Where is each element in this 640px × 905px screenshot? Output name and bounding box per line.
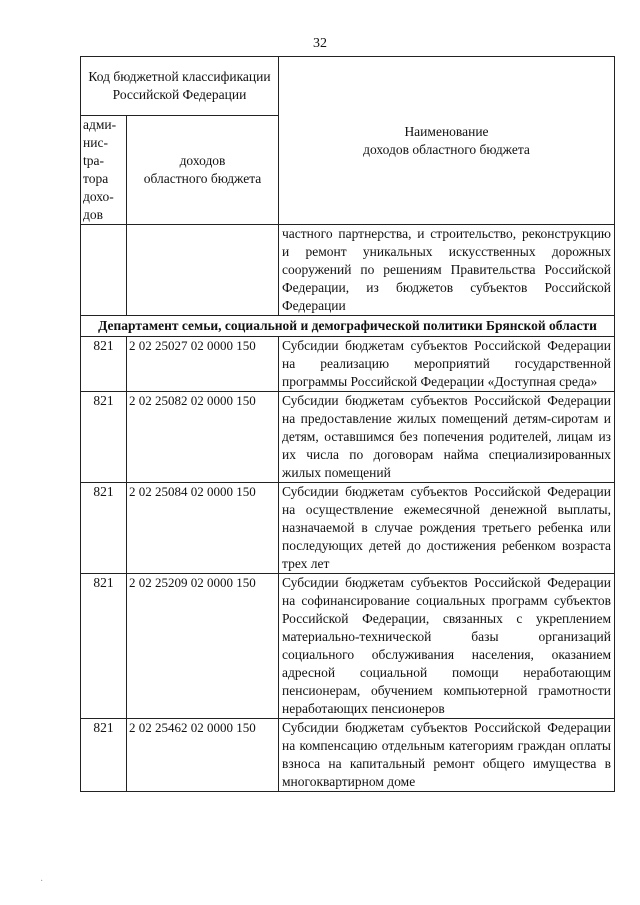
header-income-code-text: доходов областного бюджета — [143, 153, 262, 186]
income-name-cell: Субсидии бюджетам субъектов Российской Федерации на осуществление ежемесячной денежной выплаты, назначаемой в случае рождения третьего ребенка или последующих детей до достижения ребенком возраста трех лет — [279, 483, 615, 574]
income-name-cell: Субсидии бюджетам субъектов Российской Федерации на компенсацию отдельным категориям граждан оплаты взноса на капитальный ремонт общего имущества в многоквартирном доме — [279, 719, 615, 792]
admin-code-cell: 821 — [81, 719, 127, 792]
header-income-name — [279, 57, 615, 225]
budget-classification-table — [80, 56, 615, 792]
table-row — [81, 574, 615, 719]
income-code-cell: 2 02 25462 02 0000 150 — [127, 719, 279, 792]
admin-code-cell: 821 — [81, 337, 127, 392]
income-code-cell: 2 02 25084 02 0000 150 — [127, 483, 279, 574]
table-row — [81, 392, 615, 483]
admin-code-cell: 821 — [81, 574, 127, 719]
header-income-name-text: Наименование доходов областного бюджета — [363, 123, 530, 157]
department-title: Департамент семьи, социальной и демографической политики Брянской области — [81, 316, 615, 337]
income-name-cell: Субсидии бюджетам субъектов Российской Федерации на предоставление жилых помещений детям-сиротам и детям, оставшимся без попечения родителей, лицам из их числа по договорам найма специализированных жилых помещений — [279, 392, 615, 483]
header-income-code — [127, 116, 279, 225]
table-row — [81, 337, 615, 392]
continuation-row — [81, 225, 615, 316]
page-number: 32 — [313, 36, 327, 51]
income-code-cell: 2 02 25027 02 0000 150 — [127, 337, 279, 392]
continuation-admin-cell — [81, 225, 127, 316]
department-row — [81, 316, 615, 337]
admin-code-cell: 821 — [81, 483, 127, 574]
table-row — [81, 483, 615, 574]
income-name-cell: Субсидии бюджетам субъектов Российской Федерации на реализацию мероприятий государственной программы Российской Федерации «Доступная среда» — [279, 337, 615, 392]
table-row — [81, 719, 615, 792]
header-code-group: Код бюджетной классификации Российской Федерации — [81, 57, 279, 116]
income-name-cell: Субсидии бюджетам субъектов Российской Федерации на софинансирование социальных программ субъектов Российской Федерации, связанных с укреплением материально-технической базы организаций социального обслуживания населения, оказанием адресной социальной помощи неработающим пенсионерам, обучением компьютерной грамотности неработающих пенсионеров — [279, 574, 615, 719]
header-admin-code — [81, 116, 127, 225]
header-admin-code-text: адми- нис- tра- тора дохо- дов — [83, 117, 117, 222]
income-code-cell: 2 02 25209 02 0000 150 — [127, 574, 279, 719]
income-code-cell: 2 02 25082 02 0000 150 — [127, 392, 279, 483]
continuation-code-cell — [127, 225, 279, 316]
scan-mark: · — [40, 876, 44, 887]
admin-code-cell: 821 — [81, 392, 127, 483]
continuation-name-cell: частного партнерства, и строительство, реконструкцию и ремонт уникальных искусственных дорожных сооружений по решениям Правительства Российской Федерации, из бюджетов субъектов Российской Федерации — [279, 225, 615, 316]
header-row-top — [81, 57, 615, 116]
